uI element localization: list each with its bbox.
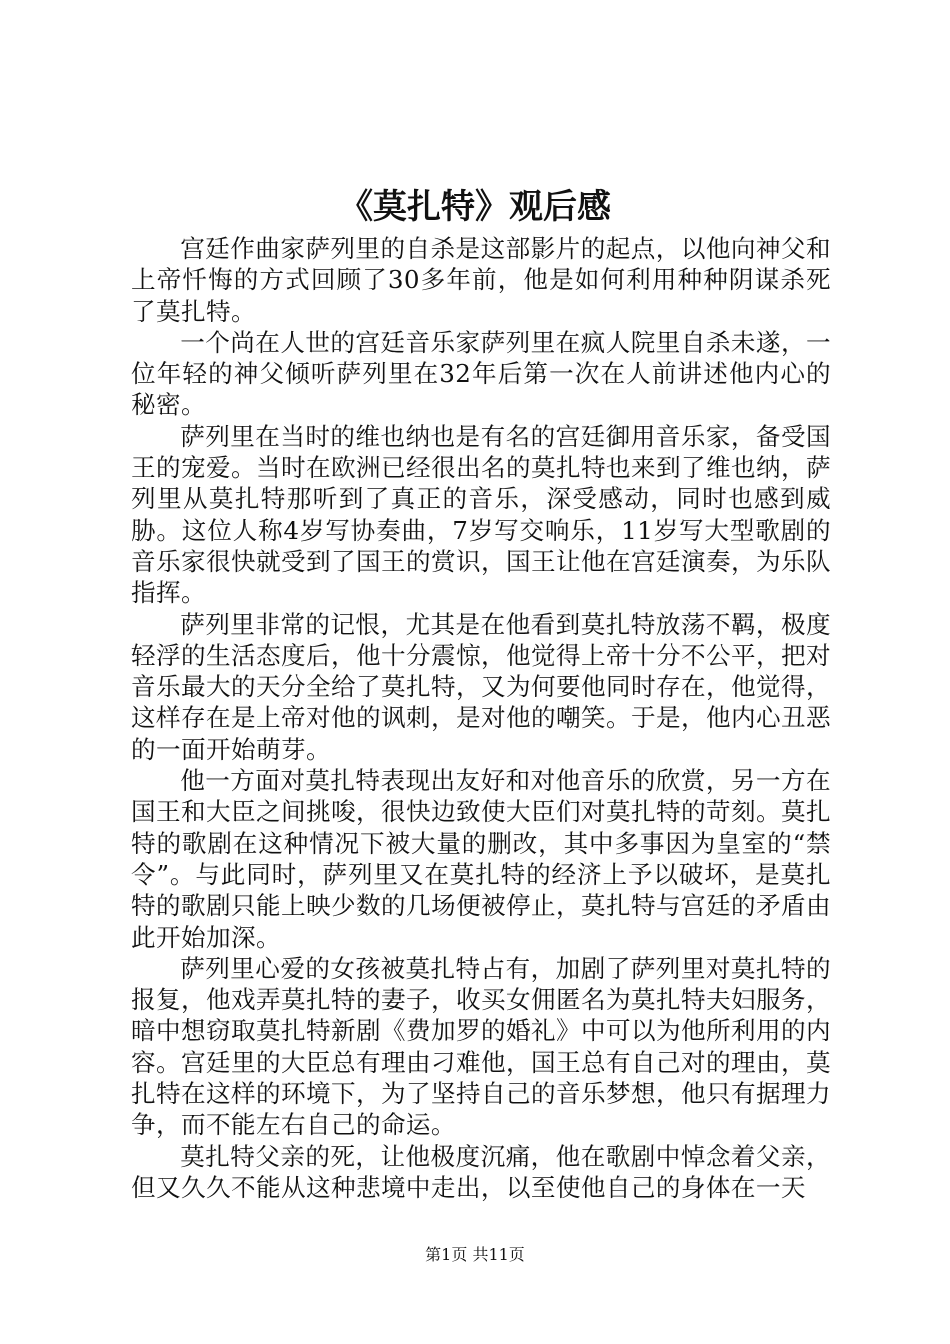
- paragraph: 莫扎特父亲的死，让他极度沉痛，他在歌剧中悼念着父亲，但又久久不能从这种悲境中走出，以至使他自己的身体在一天: [131, 1141, 831, 1202]
- document-title: 《莫扎特》观后感: [339, 187, 611, 227]
- paragraph: 萨列里心爱的女孩被莫扎特占有，加剧了萨列里对莫扎特的报复，他戏弄莫扎特的妻子，收买女佣匿名为莫扎特夫妇服务，暗中想窃取莫扎特新剧《费加罗的婚礼》中可以为他所利用的内容。宫廷里的大臣总有理由刁难他，国王总有自己对的理由，莫扎特在这样的环境下，为了坚持自己的音乐梦想，他只有据理力争，而不能左右自己的命运。: [131, 953, 831, 1140]
- page-number-footer: 第1页 共11页: [425, 1245, 525, 1264]
- paragraph: 萨列里非常的记恨，尤其是在他看到莫扎特放荡不羁，极度轻浮的生活态度后，他十分震惊，他觉得上帝十分不公平，把对音乐最大的天分全给了莫扎特，又为何要他同时存在，他觉得，这样存在是上帝对他的讽刺，是对他的嘲笑。于是，他内心丑恶的一面开始萌芽。: [131, 609, 831, 764]
- paragraph: 萨列里在当时的维也纳也是有名的宫廷御用音乐家，备受国王的宠爱。当时在欧洲已经很出名的莫扎特也来到了维也纳，萨列里从莫扎特那听到了真正的音乐，深受感动，同时也感到威胁。这位人称4岁写协奏曲，7岁写交响乐，11岁写大型歌剧的音乐家很快就受到了国王的赏识，国王让他在宫廷演奏，为乐队指挥。: [131, 421, 831, 608]
- paragraph: 一个尚在人世的宫廷音乐家萨列里在疯人院里自杀未遂，一位年轻的神父倾听萨列里在32年后第一次在人前讲述他内心的秘密。: [131, 327, 831, 420]
- document-body: [131, 233, 831, 1203]
- paragraph: 他一方面对莫扎特表现出友好和对他音乐的欣赏，另一方在国王和大臣之间挑唆，很快边致使大臣们对莫扎特的苛刻。莫扎特的歌剧在这种情况下被大量的删改，其中多事因为皇室的“禁令”。与此同时，萨列里又在莫扎特的经济上予以破坏，是莫扎特的歌剧只能上映少数的几场便被停止，莫扎特与宫廷的矛盾由此开始加深。: [131, 766, 831, 952]
- paragraph: 宫廷作曲家萨列里的自杀是这部影片的起点，以他向神父和上帝忏悔的方式回顾了30多年前，他是如何利用种种阴谋杀死了莫扎特。: [131, 234, 831, 326]
